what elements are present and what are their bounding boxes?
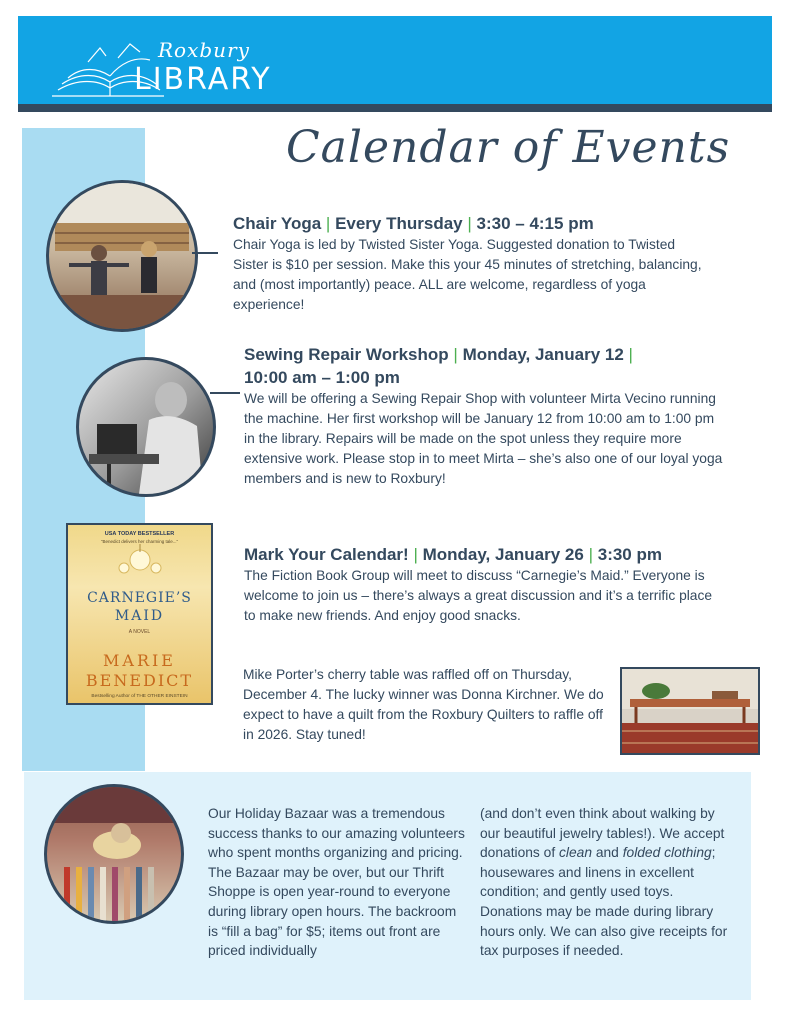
- separator: |: [413, 545, 418, 564]
- thrift-shop-photo: [44, 784, 184, 924]
- book-footer: Bestselling Author of THE OTHER EINSTEIN: [91, 694, 188, 699]
- chandelier-icon: [68, 544, 211, 584]
- book-blurb: “Benedict delivers her charming tale...”: [100, 539, 179, 544]
- event-title: Chair Yoga: [233, 214, 322, 233]
- raffle-text: Mike Porter’s cherry table was raffled off on Thursday, December 4. The lucky winner was Donna Kirchner. We do expect to have a quilt from the Roxbury Quilters to raffle off in 2026. Stay tuned!: [243, 667, 604, 742]
- event-heading: [244, 343, 724, 389]
- header-banner: [18, 16, 772, 104]
- raffle-notice: [243, 665, 611, 745]
- event-when: Every Thursday: [335, 214, 463, 233]
- event-when: Monday, January 26: [422, 545, 584, 564]
- event-when: Monday, January 12: [462, 345, 624, 364]
- book-label: A NOVEL: [128, 629, 151, 635]
- yoga-photo: [46, 180, 198, 332]
- event-book-group: [244, 543, 724, 626]
- event-description: We will be offering a Sewing Repair Shop with volunteer Mirta Vecino running the machine. Her first workshop will be January 12 from 10:00 am to 1:00 pm in the library. Repairs will be made on the spot unless they require more extensive work. Please stop in to meet Mirta – she’s also one of our loyal yoga members and is new to Roxbury!: [244, 391, 723, 486]
- cherry-table-photo: [620, 667, 760, 755]
- event-heading: [244, 543, 724, 566]
- separator: |: [628, 345, 633, 364]
- separator: |: [453, 345, 458, 364]
- header-rule: [18, 104, 772, 112]
- event-title: Sewing Repair Workshop: [244, 345, 449, 364]
- sewing-connector: [210, 392, 240, 394]
- event-description: Chair Yoga is led by Twisted Sister Yoga. Suggested donation to Twisted Sister is $10 per session. Make this your 45 minutes of stretching, balancing, and (most importantly) peace. ALL are welcome, regardless of yoga experience!: [233, 237, 702, 312]
- event-title: Mark Your Calendar!: [244, 545, 409, 564]
- book-title: CARNEGIE’S MAID: [87, 590, 192, 624]
- separator: |: [467, 214, 472, 233]
- logo-script-text: Roxbury: [158, 38, 250, 62]
- event-description: The Fiction Book Group will meet to discuss “Carnegie’s Maid.” Everyone is welcome to join us – there’s always a great discussion and it’s a terrific place to make new friends. And enjoy good snacks.: [244, 568, 713, 623]
- event-sewing-workshop: [244, 343, 724, 489]
- bazaar-column-2: (and don’t even think about walking by our beautiful jewelry tables!). We accept donations of clean and folded clothing; housewares and linens in excellent condition; and gently used toys. Donations may be made during library hours only. We can also give receipts for tax purposes if needed.: [480, 806, 728, 959]
- page-title: Calendar of Events: [286, 122, 731, 173]
- yoga-connector: [192, 252, 218, 254]
- book-author: MARIE BENEDICT: [85, 651, 194, 690]
- event-time: 3:30 – 4:15 pm: [476, 214, 594, 233]
- event-time: 3:30 pm: [597, 545, 662, 564]
- separator: |: [325, 214, 331, 233]
- book-badge: USA TODAY BESTSELLER: [104, 531, 175, 537]
- logo-wordmark: LIBRARY: [134, 62, 272, 97]
- sewing-photo: [76, 357, 216, 497]
- event-chair-yoga: [233, 212, 703, 315]
- bazaar-column-1: Our Holiday Bazaar was a tremendous success thanks to our amazing volunteers who spent months organizing and pricing. The Bazaar may be over, but our Thrift Shoppe is open year-round to everyone during library open hours. The backroom is “fill a bag” for $5; items out front are priced individually: [208, 806, 465, 959]
- event-heading: [233, 212, 703, 235]
- separator: |: [588, 545, 593, 564]
- book-cover: [66, 523, 213, 705]
- event-time: 10:00 am – 1:00 pm: [244, 368, 400, 387]
